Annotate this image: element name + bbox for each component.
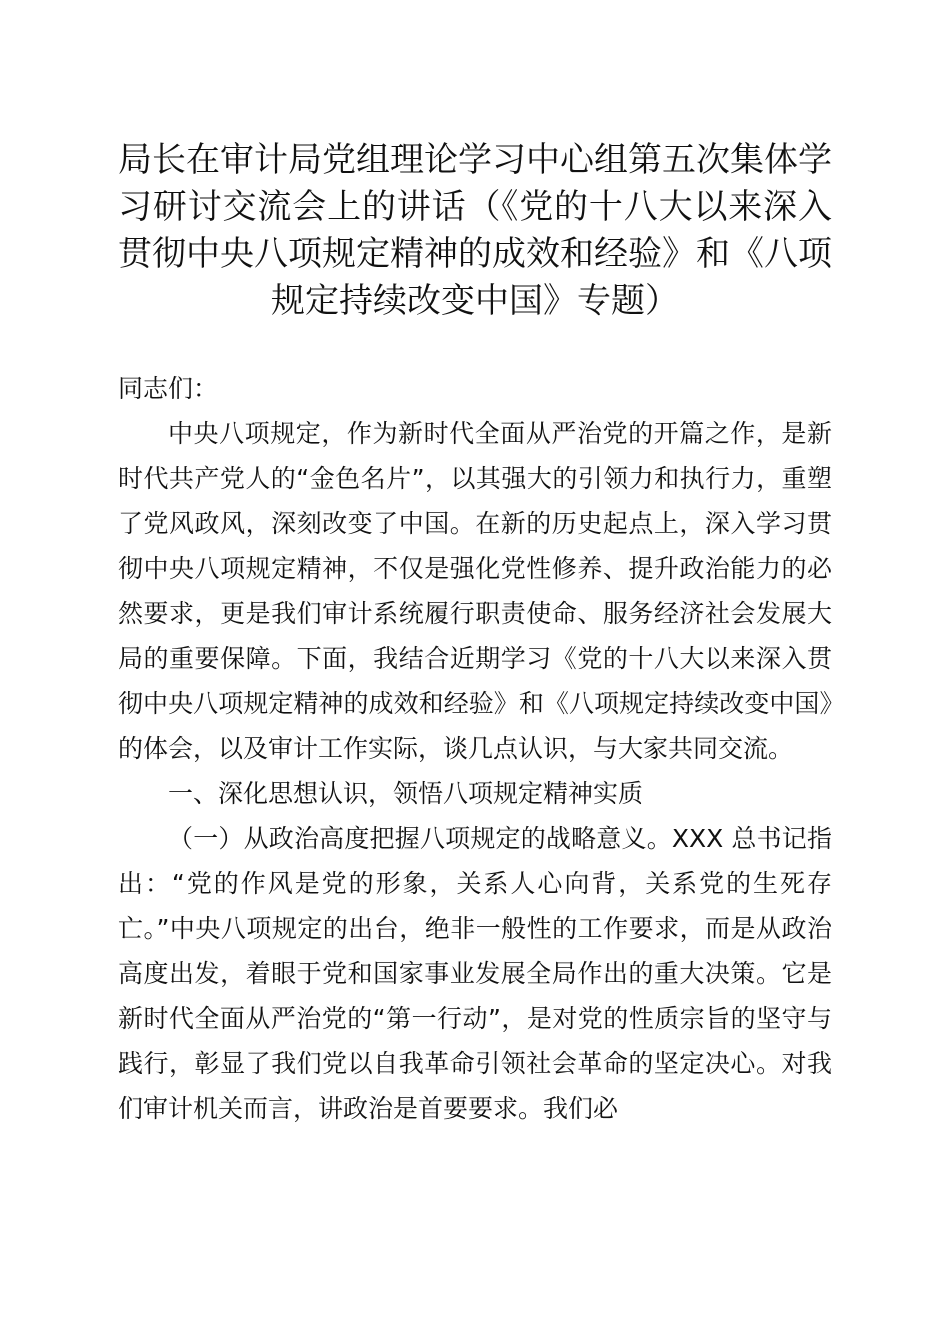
section-heading: 一、深化思想认识，领悟八项规定精神实质	[168, 779, 644, 808]
document-title: 局长在审计局党组理论学习中心组第五次集体学习研讨交流会上的讲话（《党的十八大以来深入贯彻中央八项规定精神的成效和经验》和《八项规定持续改变中国》专题）	[118, 140, 832, 321]
subsection-paragraph: （一）从政治高度把握八项规定的战略意义。XXX 总书记指出：“党的作风是党的形象，关系人心向背，关系党的生死存亡。”中央八项规定的出台，绝非一般性的工作要求，而是从政治高度出发，着眼于党和国家事业发展全局作出的重大决策。它是新时代全面从严治党的“第一行动”，是对党的性质宗旨的坚守与践行，彰显了我们党以自我革命引领社会革命的坚定决心。对我们审计机关而言，讲政治是首要要求。我们必	[118, 824, 832, 1123]
intro-paragraph: 中央八项规定，作为新时代全面从严治党的开篇之作，是新时代共产党人的“金色名片”，以其强大的引领力和执行力，重塑了党风政风，深刻改变了中国。在新的历史起点上，深入学习贯彻中央八项规定精神，不仅是强化党性修养、提升政治能力的必然要求，更是我们审计系统履行职责使命、服务经济社会发展大局的重要保障。下面，我结合近期学习《党的十八大以来深入贯彻中央八项规定精神的成效和经验》和《八项规定持续改变中国》的体会，以及审计工作实际，谈几点认识，与大家共同交流。	[118, 419, 832, 763]
salutation: 同志们：	[118, 374, 219, 403]
document-body	[118, 366, 832, 1131]
